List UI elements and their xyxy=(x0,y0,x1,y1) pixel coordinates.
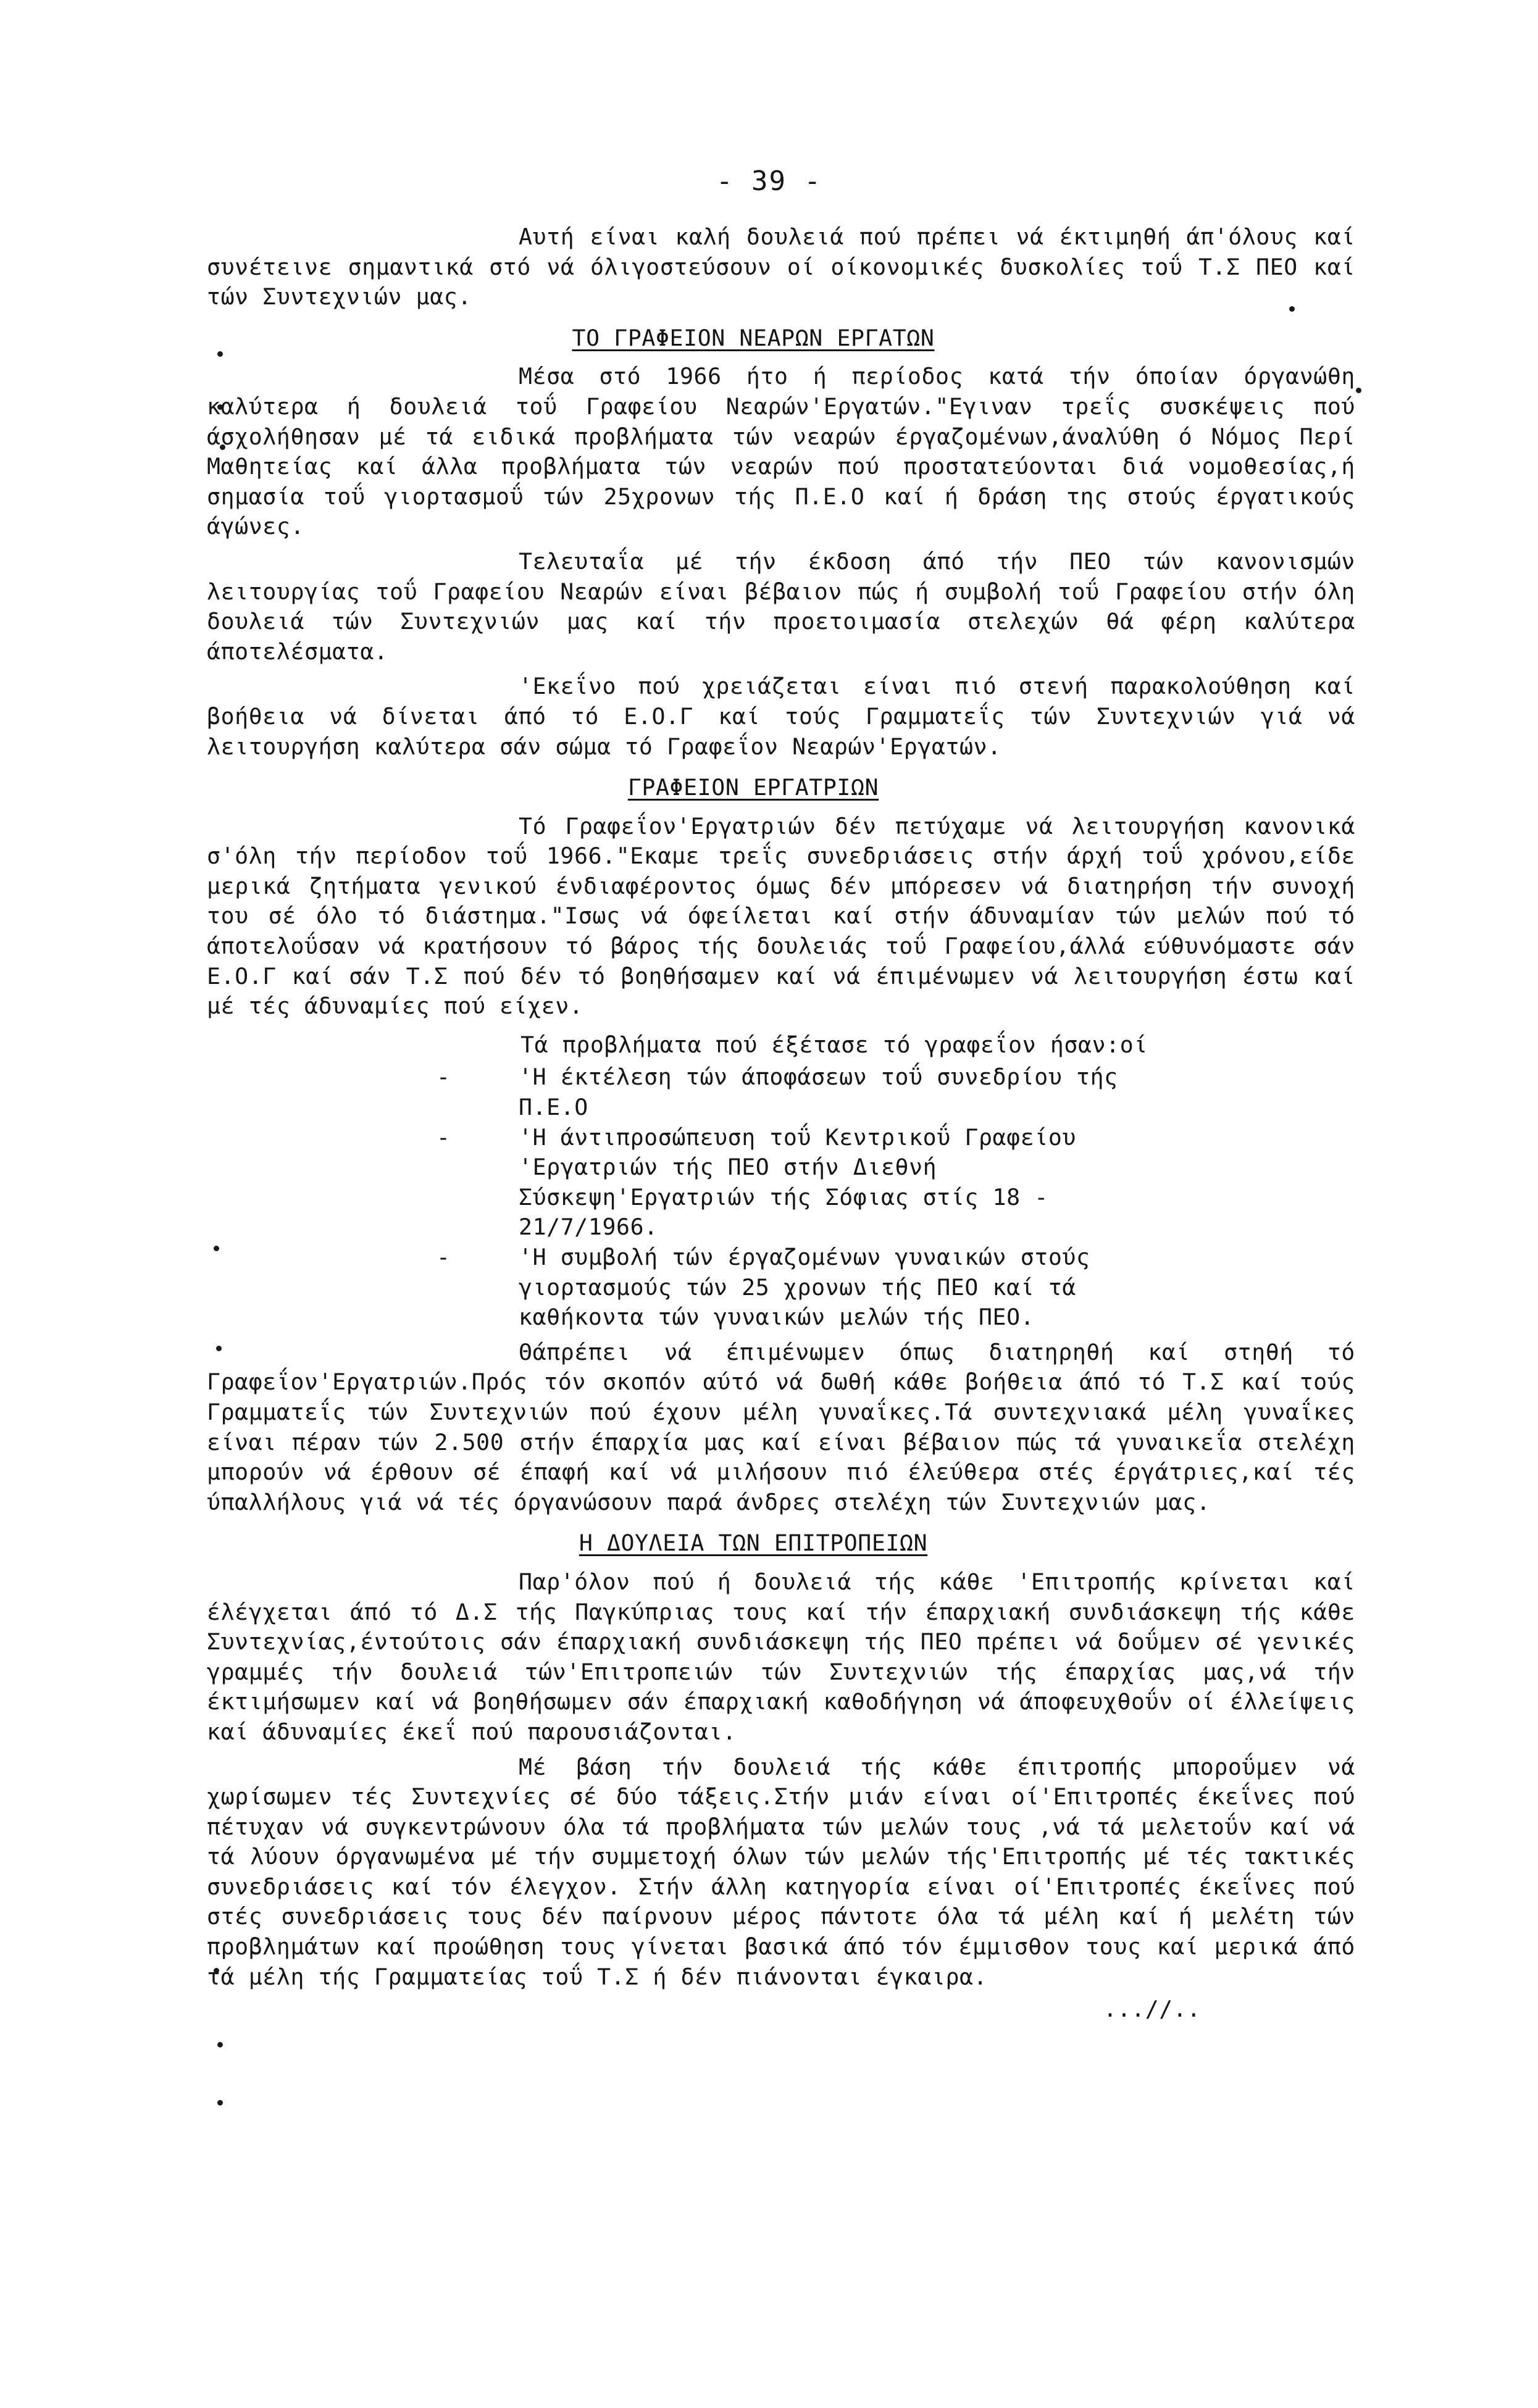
scan-speck xyxy=(1356,388,1361,393)
list-item-text: 'Η άντιπροσώπευση τοΰ Κεντρικοΰ Γραφείου 'Εργατριών τής ΠΕΟ στήν Διεθνή Σύσκεψη'Εργατριών τής Σόφιας στίς 18 - 21/7/1966. xyxy=(519,1123,1076,1241)
section-heading-young-workers: ΤΟ ΓΡΑΦΕΙΟΝ ΝΕΑΡΩΝ ΕΡΓΑΤΩΝ xyxy=(572,324,935,351)
scan-speck xyxy=(217,2100,223,2106)
document-body xyxy=(207,222,1355,2025)
women-workers-topic-list xyxy=(207,1062,1355,1332)
intro-paragraph: Αυτή είναι καλή δουλειά πού πρέπει νά έκτιμηθή άπ'όλους καί συνέτεινε σημαντικά στό νά όλιγοστεύσουν οί οίκονομικές δυσκολίες τοΰ Τ.Σ ΠΕΟ καί τών Συντεχνιών μας. xyxy=(207,223,1355,310)
list-dash: - xyxy=(437,1123,451,1151)
continuation-mark: ...//.. xyxy=(1103,1996,1201,2023)
young-workers-paragraph-3: 'Εκεΐνο πού χρειάζεται είναι πιό στενή παρακολούθηση καί βοήθεια νά δίνεται άπό τό Ε.Ο.Γ καί τούς Γραμματεΐς τών Συντεχνιών γιά νά λειτουργήση καλύτερα σάν σώμα τό Γραφεΐον Νεαρών'Εργατών. xyxy=(207,673,1355,760)
young-workers-paragraph-1: Μέσα στό 1966 ήτο ή περίοδος κατά τήν όποίαν όργανώθη καλύτερα ή δουλειά τοΰ Γραφείου Νεαρών'Εργατών."Εγιναν τρεΐς συσκέψεις πού άσχολήθησαν μέ τά ειδικά προβλήματα τών νεαρών έργαζομένων,άναλύθη ό Νόμος Περί Μαθητείας καί άλλα προβλήματα τών νεαρών πού προστατεύονται διά νομοθεσίας,ή σημασία τοΰ γιορτασμοΰ τών 25χρονων τής Π.Ε.Ο καί ή δράση της στούς έργατικούς άγώνες. xyxy=(207,363,1355,540)
women-workers-list-intro: Τά προβλήματα πού έξέτασε τό γραφεΐον ήσαν:οί xyxy=(520,1031,1148,1058)
list-item xyxy=(207,1243,1355,1333)
page-number: - 39 - xyxy=(716,165,822,197)
section-heading-committees: Η ΔΟΥΛΕΙΑ ΤΩΝ ΕΠΙΤΡΟΠΕΙΩΝ xyxy=(579,1530,928,1557)
scan-speck xyxy=(217,2042,223,2048)
list-item-text: 'Η έκτέλεση τών άποφάσεων τοΰ συνεδρίου τής Π.Ε.Ο xyxy=(519,1064,1118,1121)
committees-paragraph-2: Μέ βάση τήν δουλειά τής κάθε έπιτροπής μποροΰμεν νά χωρίσωμεν τές Συντεχνίες σέ δύο τάξεις.Στήν μιάν είναι οί'Επιτροπές έκεΐνες πού πέτυχαν νά συγκεντρώνουν όλα τά προβλήματα τών μελών τους ,νά τά μελετοΰν καί νά τά λύουν όργανωμένα μέ τήν συμμετοχή όλων τών μελών τής'Επιτροπής μέ τές τακτικές συνεδριάσεις καί τόν έλεγχον. Στήν άλλη κατηγορία είναι οί'Επιτροπές έκεΐνες πού στές συνεδριάσεις τους δέν παίρνουν μέρος πάντοτε όλα τά μέλη καί ή μελέτη τών προβλημάτων καί προώθηση τους γίνεται βασικά άπό τόν έμμισθον τους καί μερικά άπό τά μέλη τής Γραμματείας τοΰ Τ.Σ ή δέν πιάνονται έγκαιρα. xyxy=(207,1753,1355,1990)
section-heading-women-workers: ΓΡΑΦΕΙΟΝ ΕΡΓΑΤΡΙΩΝ xyxy=(627,774,879,801)
list-item xyxy=(207,1123,1355,1243)
committees-paragraph-1: Παρ'όλον πού ή δουλειά τής κάθε 'Επιτροπής κρίνεται καί έλέγχεται άπό τό Δ.Σ τής Παγκύπριας τους καί τήν έπαρχιακή συνδιάσκεψη τής κάθε Συντεχνίας,έντούτοις σάν έπαρχιακή συνδιάσκεψη τής ΠΕΟ πρέπει νά δοΰμεν σέ γενικές γραμμές τήν δουλειά τών'Επιτροπειών τών Συντεχνιών τής έπαρχίας μας,νά τήν έκτιμήσωμεν καί νά βοηθήσωμεν σάν έπαρχιακή καθοδήγηση νά άποφευχθοΰν οί έλλείψεις καί άδυναμίες έκεΐ πού παρουσιάζονται. xyxy=(207,1568,1355,1745)
young-workers-paragraph-2: Τελευταΐα μέ τήν έκδοση άπό τήν ΠΕΟ τών κανονισμών λειτουργίας τοΰ Γραφείου Νεαρών είναι βέβαιον πώς ή συμβολή τοΰ Γραφείου στήν όλη δουλειά τών Συντεχνιών μας καί τήν προετοιμασία στελεχών θά φέρη καλύτερα άποτελέσματα. xyxy=(207,548,1355,665)
list-item xyxy=(207,1062,1355,1122)
women-workers-closing-paragraph: Θάπρέπει νά έπιμένωμεν όπως διατηρηθή καί στηθή τό Γραφεΐον'Εργατριών.Πρός τόν σκοπόν αύτό νά δωθή κάθε βοήθεια άπό τό Τ.Σ καί τούς Γραμματεΐς τών Συντεχνιών πού έχουν μέλη γυναΐκες.Τά συντεχνιακά μέλη γυναΐκες είναι πέραν τών 2.500 στήν έπαρχία μας καί είναι βέβαιον πώς τά γυναικεΐα στελέχη μπορούν νά έρθουν σέ έπαφή καί νά μιλήσουν πιό έλεύθερα στές έργάτριες,καί τές ύπαλλήλους γιά νά τές όργανώσουν παρά άνδρες στελέχη τών Συντεχνιών μας. xyxy=(207,1338,1355,1515)
women-workers-paragraph-1: Τό Γραφεΐον'Εργατριών δέν πετύχαμε νά λειτουργήση κανονικά σ'όλη τήν περίοδον τοΰ 1966."Εκαμε τρεΐς συνεδριάσεις στήν άρχή τοΰ χρόνου,είδε μερικά ζητήματα γενικού ένδιαφέροντος όμως δέν μπόρεσεν νά διατηρήση τήν συνοχή του σέ όλο τό διάστημα."Ισως νά όφείλεται καί στήν άδυναμίαν τών μελών πού τό άποτελοΰσαν νά κρατήσουν τό βάρος τής δουλειάς τοΰ Γραφείου,άλλά εύθυνόμαστε σάν Ε.Ο.Γ καί σάν Τ.Σ πού δέν τό βοηθήσαμεν καί νά έπιμένωμεν νά λειτουργήση έστω καί μέ τές άδυναμίες πού είχεν. xyxy=(207,812,1355,1020)
list-dash: - xyxy=(437,1244,451,1270)
list-item-text: 'Η συμβολή τών έργαζομένων γυναικών στούς γιορτασμούς τών 25 χρονων τής ΠΕΟ καί τά καθήκοντα τών γυναικών μελών τής ΠΕΟ. xyxy=(519,1244,1090,1331)
list-dash: - xyxy=(437,1064,451,1091)
